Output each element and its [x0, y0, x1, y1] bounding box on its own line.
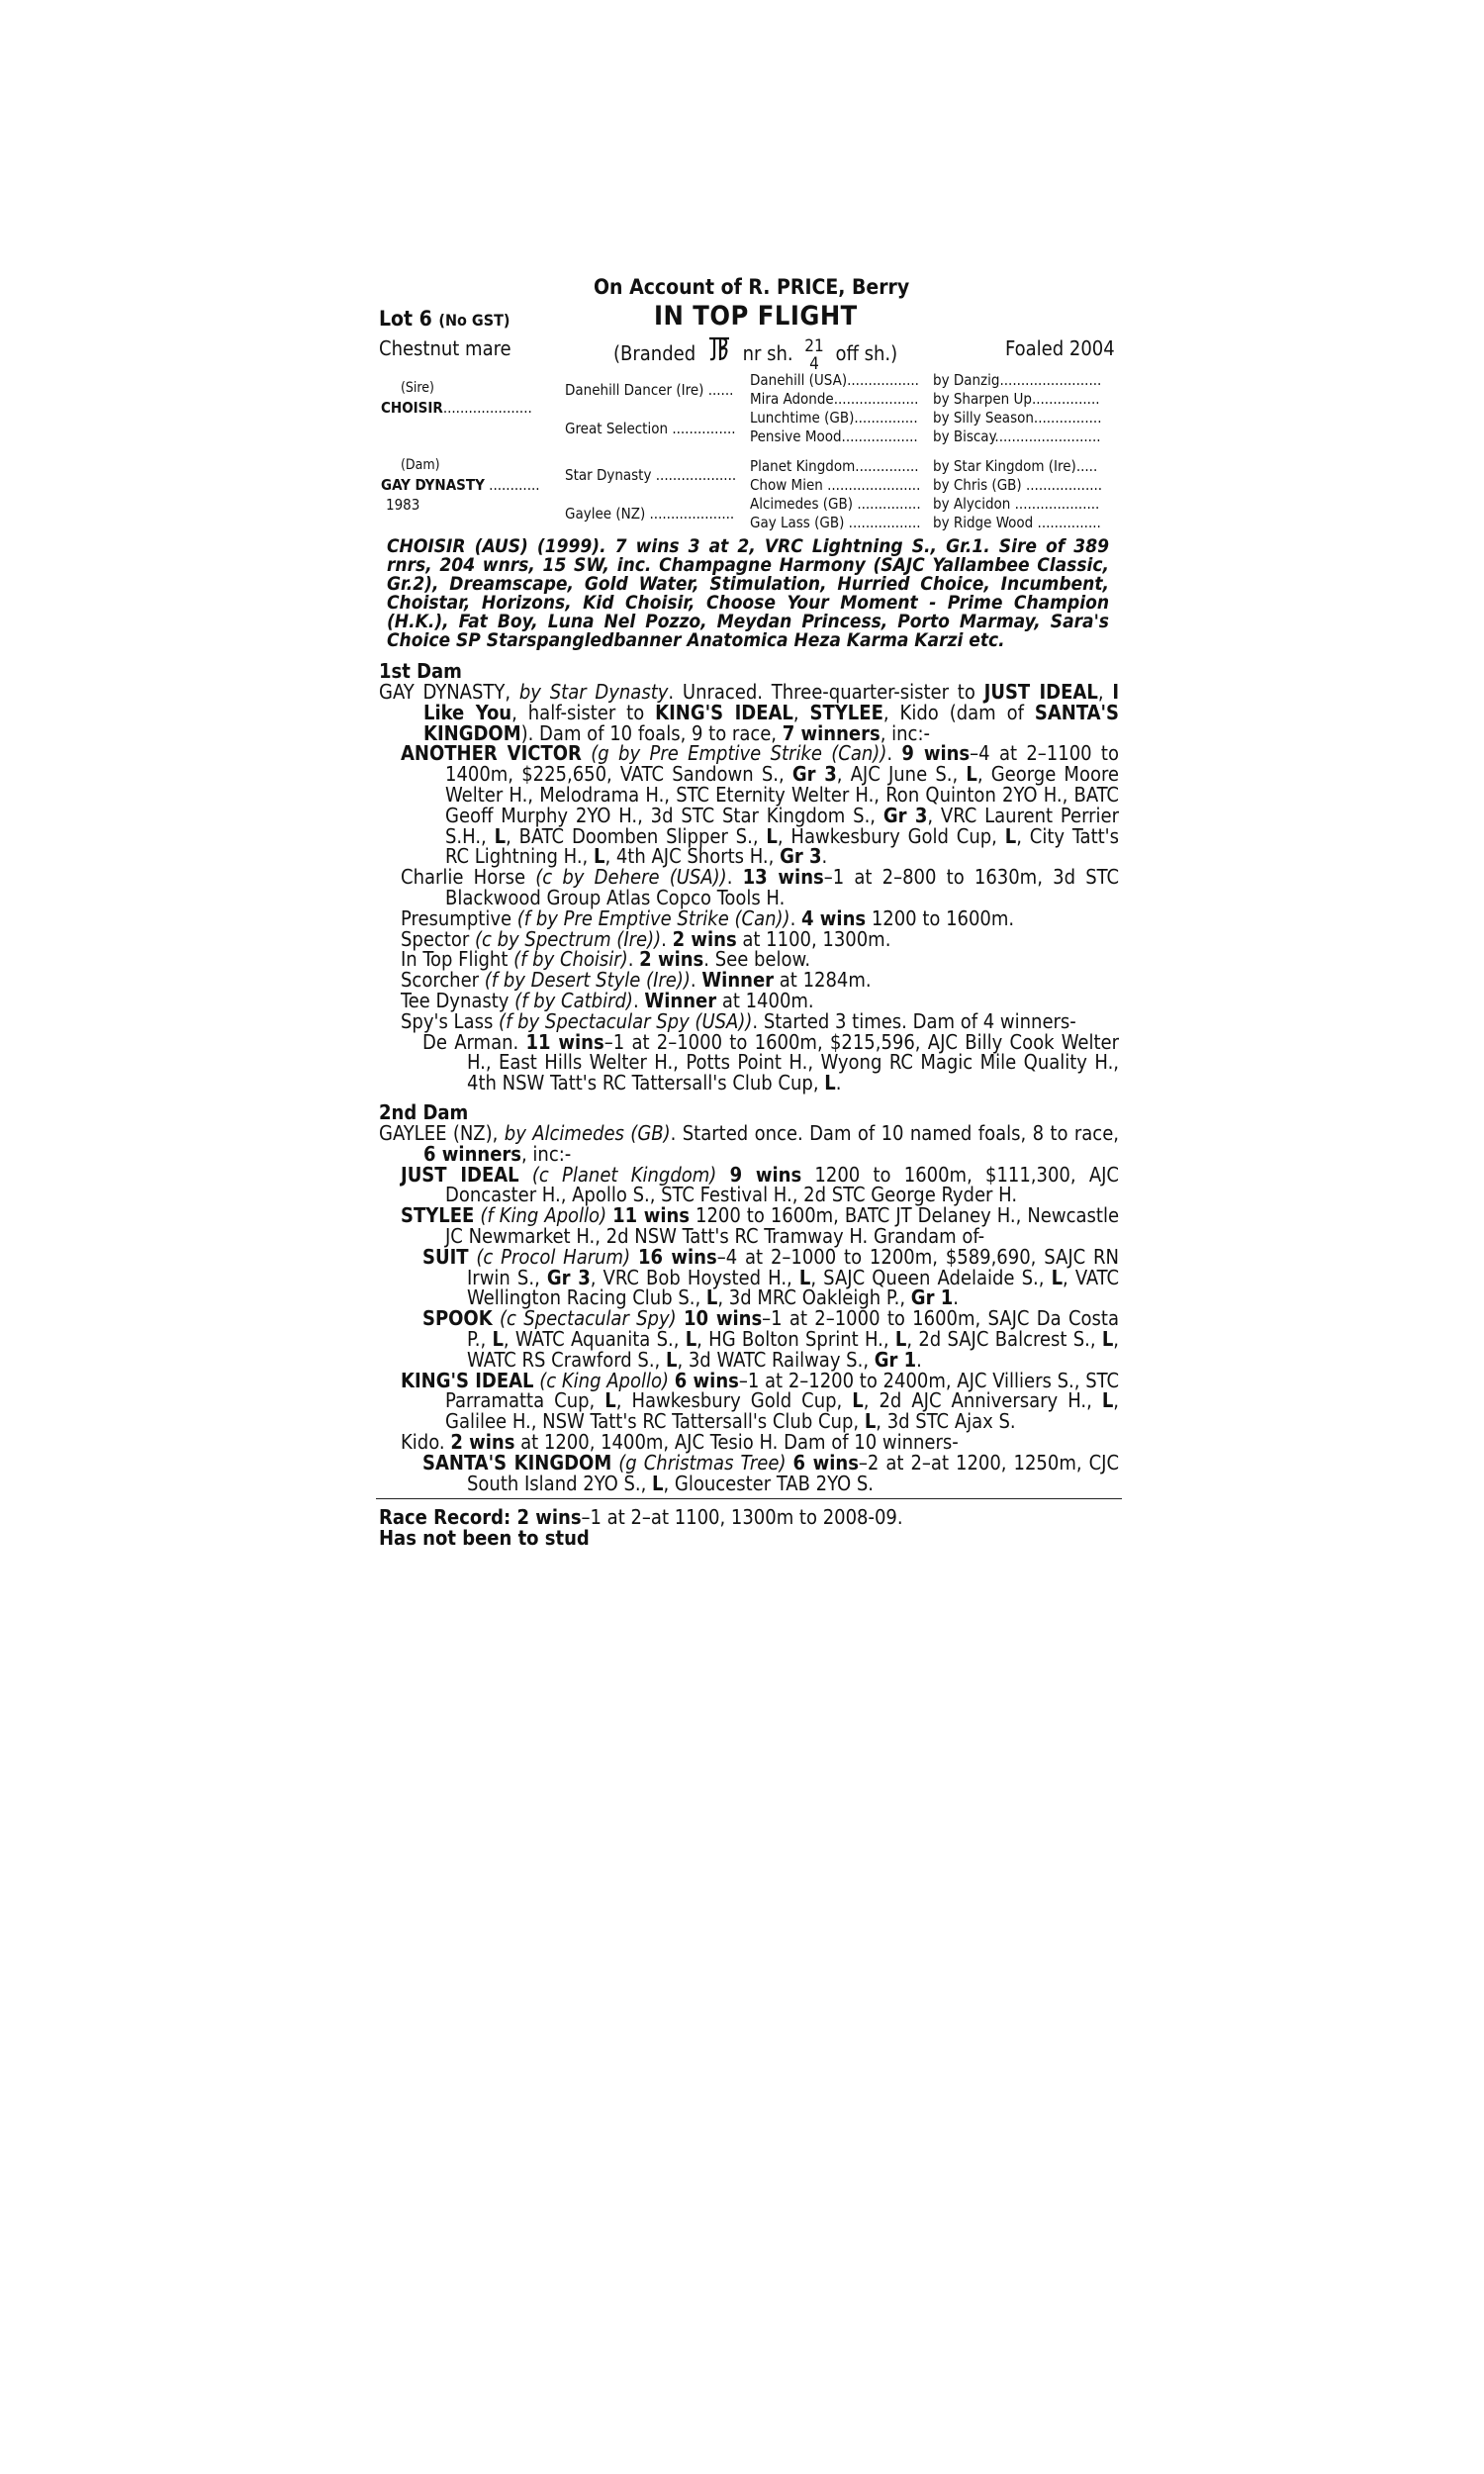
text-run: 1200 to 1600m. — [866, 905, 1015, 930]
text-run: (f by Choisir) — [513, 947, 628, 972]
progeny-entry — [379, 1244, 1120, 1310]
text-run: 6 wins — [792, 1450, 859, 1475]
ped-g3-6: by Alycidon .................... — [933, 495, 1100, 513]
text-run: . — [726, 865, 743, 890]
text-run: . — [789, 905, 802, 930]
text-run: . — [821, 844, 828, 869]
progeny-entry — [379, 949, 1119, 970]
text-run: 6 winners — [423, 1141, 521, 1166]
brand-nr: nr sh. — [742, 341, 793, 365]
text-run: Gr 1 — [874, 1347, 917, 1372]
text-run: L — [966, 762, 977, 787]
text-run: 7 winners — [782, 720, 881, 745]
first-dam-heading: 1st Dam — [379, 659, 462, 683]
text-run: . See below. — [703, 947, 811, 972]
sire-comment: CHOISIR (AUS) (1999). 7 wins 3 at 2, VRC Lightning S., Gr.1. Sire of 389 rnrs, 204 wnrs, 15 SW, inc. Champagne Harmony (SAJC Yallambee Classic, Gr.2), Dreamscape, Gold Water, Stimulation, Hurried Choice, Incumbent, Choistar, Horizons, Kid Choisir, Choose Your Moment - Prime Champion (H.K.), Fat Boy, Luna Nel Pozzo, Meydan Princess, Porto Marmay, Sara's Choice SP Starspangledbanner Anatomica Heza Karma Karzi etc. — [387, 535, 1109, 651]
text-run: . — [627, 947, 640, 972]
text-run: . — [916, 1347, 922, 1372]
text-run: (g Christmas Tree) — [618, 1450, 787, 1475]
text-run: (c by Dehere (USA)) — [535, 865, 727, 890]
text-run: L — [494, 823, 507, 848]
text-run: L — [894, 1326, 907, 1351]
progeny-entry — [379, 1162, 1119, 1207]
ped-g1-2-text: Star Dynasty — [565, 466, 652, 484]
text-run: (f King Apollo) — [480, 1203, 607, 1228]
text-run: ). Dam of 10 foals, 9 to race, — [520, 720, 783, 745]
text-run: L — [1004, 823, 1017, 848]
text-run: 9 wins — [901, 741, 971, 766]
text-run: L — [1101, 1326, 1114, 1351]
text-run: (f by Spectacular Spy (USA)) — [499, 1008, 753, 1033]
text-run: , Hawkesbury Gold Cup, — [615, 1388, 853, 1413]
text-run: , — [1097, 680, 1113, 704]
text-run: , SAJC Queen Adelaide S., — [810, 1265, 1052, 1289]
race-record — [379, 1507, 903, 1549]
text-run: at 1284m. — [774, 968, 872, 993]
text-run: , VRC Laurent Perrier S.H., — [445, 803, 1120, 848]
text-run: , AJC June S., — [836, 762, 967, 787]
text-run: In Top Flight — [401, 947, 514, 972]
text-run: , WATC Aquanita S., — [503, 1326, 686, 1351]
text-run: Charlie Horse — [401, 865, 536, 890]
ped-g1-3-text: Gaylee (NZ) — [565, 505, 646, 523]
text-run: Gr 3 — [791, 762, 837, 787]
ped-g3-6-text: by Alycidon — [933, 495, 1011, 513]
text-run: L — [665, 1347, 678, 1372]
text-run: . — [661, 926, 673, 951]
ped-g1-0-text: Danehill Dancer (Ire) — [565, 381, 704, 399]
ped-g1-2: Star Dynasty ................... — [565, 466, 737, 484]
ped-g3-0-text: by Danzig — [933, 371, 1000, 389]
stud-note: Has not been to stud — [379, 1526, 590, 1550]
brand-fraction-den: 4 — [809, 354, 819, 374]
text-run: L — [798, 1265, 811, 1289]
text-run: , 2d SAJC Balcrest S., — [906, 1326, 1102, 1351]
first-dam-section — [379, 661, 1119, 1094]
text-run: . — [835, 1071, 842, 1095]
sire-leader: ..................... — [442, 399, 532, 417]
text-run: STYLEE — [809, 700, 883, 724]
progeny-entry — [379, 905, 1119, 930]
text-run: SANTA'S KINGDOM — [422, 1450, 612, 1475]
text-run: JUST IDEAL — [983, 680, 1098, 704]
ped-g3-4: by Star Kingdom (Ire)..... — [933, 457, 1098, 475]
ped-g2-0-text: Danehill (USA) — [750, 371, 848, 389]
text-run: –1 at 2–1200 to 2400m, AJC Villiers S., STC Parramatta Cup, — [445, 1368, 1120, 1413]
text-run: –4 at 2–1100 to 1400m, $225,650, VATC Sandown S., — [445, 741, 1119, 787]
dam-name-text: GAY DYNASTY — [381, 476, 485, 494]
text-run: (f by Pre Emptive Strike (Can)) — [516, 905, 790, 930]
text-run: Kido. — [401, 1429, 451, 1454]
text-run: I Like You — [423, 680, 1120, 724]
ped-g3-7: by Ridge Wood ............... — [933, 514, 1101, 531]
text-run: L — [705, 1285, 718, 1310]
text-run: L — [593, 844, 605, 869]
ped-g3-3: by Biscay......................... — [933, 428, 1101, 445]
second-dam-section — [379, 1102, 1119, 1493]
text-run: , 3d MRC Oakleigh P., — [717, 1285, 911, 1310]
progeny-entry — [379, 1429, 1119, 1454]
progeny-entry — [379, 1205, 1119, 1247]
text-run: . — [690, 968, 702, 993]
text-run: 2 wins — [450, 1429, 515, 1454]
text-run: by Alcimedes (GB) — [504, 1121, 671, 1145]
text-run: GAY DYNASTY, — [379, 680, 519, 704]
text-run: L — [604, 1388, 616, 1413]
ped-g3-2: by Silly Season................ — [933, 409, 1102, 427]
ped-g2-1: Mira Adonde.................... — [750, 390, 919, 408]
text-run: , — [792, 700, 810, 724]
progeny-entry — [379, 1450, 1120, 1495]
text-run: L — [864, 1409, 877, 1434]
text-run: Spy's Lass — [401, 1008, 500, 1033]
ped-g2-6-text: Alcimedes (GB) — [750, 495, 854, 513]
text-run: L — [652, 1471, 664, 1495]
text-run: KING'S IDEAL — [655, 700, 793, 724]
brand-mark-glyph — [701, 336, 737, 368]
text-run: . Unraced. Three-quarter-sister to — [668, 680, 984, 704]
text-run: , 4th AJC Shorts H., — [604, 844, 781, 869]
text-run: , Kido (dam of — [882, 700, 1035, 724]
ped-g2-7: Gay Lass (GB) ................. — [750, 514, 921, 531]
text-run: L — [824, 1071, 836, 1095]
text-run: 6 wins — [674, 1368, 739, 1392]
ped-g3-5-text: by Chris (GB) — [933, 476, 1022, 494]
ped-g1-0: Danehill Dancer (Ire) ...... — [565, 381, 734, 399]
second-dam-progeny — [379, 1162, 1120, 1495]
brand-prefix: (Branded — [613, 341, 696, 365]
ped-g3-2-text: by Silly Season — [933, 409, 1034, 427]
text-run: Tee Dynasty — [401, 988, 515, 1012]
ped-g2-4-text: Planet Kingdom — [750, 457, 856, 475]
ped-g1-3: Gaylee (NZ) .................... — [565, 505, 735, 523]
ped-g3-7-text: by Ridge Wood — [933, 514, 1034, 531]
text-run: De Arman. — [422, 1029, 526, 1054]
text-run: (c Spectacular Spy) — [500, 1306, 677, 1331]
ped-g2-5: Chow Mien ...................... — [750, 476, 921, 494]
first-dam-intro — [379, 682, 1119, 743]
progeny-entry — [379, 988, 1119, 1012]
ped-g2-3: Pensive Mood.................. — [750, 428, 918, 445]
progeny-entry — [379, 743, 1119, 867]
ped-g3-3-text: by Biscay — [933, 428, 995, 445]
text-run: 1200 to 1600m, BATC JT Delaney H., Newcastle JC Newmarket H., 2d NSW Tatt's RC Tramway H. Grandam of- — [445, 1203, 1120, 1248]
text-run: 10 wins — [683, 1306, 763, 1331]
text-run: ANOTHER VICTOR — [401, 741, 582, 766]
lot-number — [379, 307, 510, 331]
text-run: , inc:- — [520, 1141, 572, 1166]
text-run: 4 wins — [801, 905, 867, 930]
text-run: 2 wins — [639, 947, 704, 972]
text-run: at 1400m. — [716, 988, 814, 1012]
second-dam-heading: 2nd Dam — [379, 1100, 469, 1124]
text-run: Winner — [644, 988, 717, 1012]
text-run: , half-sister to — [511, 700, 656, 724]
text-run: L — [685, 1326, 697, 1351]
horse-sex: Chestnut mare — [379, 336, 511, 360]
text-run: 1200 to 1600m, $111,300, AJC Doncaster H., Apollo S., STC Festival H., 2d STC George Ryder H. — [445, 1162, 1119, 1207]
first-dam-progeny — [379, 743, 1119, 1094]
text-run: Scorcher — [401, 968, 485, 993]
text-run: , George Moore Welter H., Melodrama H., STC Eternity Welter H., Ron Quinton 2YO H., BATC Geoff Murphy 2YO H., 3d STC Star Kingdom S., — [445, 762, 1119, 827]
text-run: 2 wins — [672, 926, 737, 951]
text-run: . Started 3 times. Dam of 4 winners- — [752, 1008, 1076, 1033]
text-run: L — [766, 823, 778, 848]
brand-suffix: off sh.) — [835, 341, 898, 365]
brand-fraction-num: 21 — [804, 336, 824, 356]
text-run: (g by Pre Emptive Strike (Can)) — [591, 741, 887, 766]
text-run: , HG Bolton Sprint H., — [696, 1326, 895, 1351]
lot-gst-note: (No GST) — [438, 311, 510, 330]
text-run: (f by Desert Style (Ire)) — [484, 968, 691, 993]
progeny-entry — [379, 970, 1119, 991]
progeny-entry — [379, 1029, 1120, 1095]
text-run: , 3d STC Ajax S. — [876, 1409, 1016, 1434]
ped-g2-5-text: Chow Mien — [750, 476, 823, 494]
text-run: Winner — [701, 968, 775, 993]
dam-label: (Dam) — [401, 457, 440, 473]
text-run: (f by Catbird) — [514, 988, 633, 1012]
text-run: Gr 3 — [546, 1265, 591, 1289]
text-run: STYLEE — [401, 1203, 475, 1228]
dam-leader: ............ — [484, 476, 540, 494]
dam-year: 1983 — [386, 496, 420, 514]
text-run: , City Tatt's RC Lightning H., — [445, 823, 1120, 869]
ped-g3-5: by Chris (GB) .................. — [933, 476, 1103, 494]
text-run: –1 at 2–1000 to 1600m, SAJC Da Costa P., — [467, 1306, 1120, 1351]
text-run: , WATC RS Crawford S., — [467, 1326, 1120, 1372]
dam-name — [381, 476, 540, 494]
text-run: (c King Apollo) — [539, 1368, 670, 1392]
text-run: 11 wins — [612, 1203, 691, 1228]
ped-g2-1-text: Mira Adonde — [750, 390, 834, 408]
text-run: , 2d AJC Anniversary H., — [863, 1388, 1102, 1413]
ped-g2-0: Danehill (USA)................. — [750, 371, 919, 389]
text-run: L — [852, 1388, 864, 1413]
text-run: , BATC Doomben Slipper S., — [506, 823, 767, 848]
ped-g3-1-text: by Sharpen Up — [933, 390, 1032, 408]
text-run: . — [632, 988, 645, 1012]
text-run: 13 wins — [742, 865, 824, 890]
ped-g1-1-text: Great Selection — [565, 420, 669, 437]
text-run: at 1100, 1300m. — [736, 926, 891, 951]
sire-label: (Sire) — [401, 380, 434, 396]
text-run: JUST IDEAL — [401, 1162, 519, 1187]
brand-description — [613, 336, 897, 373]
ped-g2-2-text: Lunchtime (GB) — [750, 409, 855, 427]
text-run: –2 at 2–at 1200, 1250m, CJC South Island 2YO S., — [467, 1450, 1120, 1495]
ped-g2-6: Alcimedes (GB) ............... — [750, 495, 921, 513]
text-run: SPOOK — [422, 1306, 493, 1331]
text-run: SANTA'S KINGDOM — [423, 700, 1119, 745]
ped-g3-1: by Sharpen Up................ — [933, 390, 1100, 408]
text-run: 9 wins — [729, 1162, 802, 1187]
ped-g2-4: Planet Kingdom............... — [750, 457, 919, 475]
progeny-entry — [379, 926, 1119, 951]
text-run: –1 at 2–800 to 1630m, 3d STC Blackwood Group Atlas Copco Tools H. — [445, 865, 1120, 909]
text-run: , Hawkesbury Gold Cup, — [777, 823, 1005, 848]
text-run: , Gloucester TAB 2YO S. — [663, 1471, 874, 1495]
text-run: . — [953, 1285, 959, 1310]
ped-g3-4-text: by Star Kingdom (Ire) — [933, 457, 1076, 475]
text-run: KING'S IDEAL — [401, 1368, 534, 1392]
second-dam-intro — [379, 1123, 1119, 1165]
race-record-label: Race Record: — [379, 1505, 517, 1529]
brand-fraction — [804, 337, 823, 373]
text-run: 11 wins — [525, 1029, 604, 1054]
text-run: , inc:- — [880, 720, 931, 745]
ped-g2-2: Lunchtime (GB)............... — [750, 409, 918, 427]
progeny-entry — [379, 1008, 1119, 1033]
text-run: L — [1051, 1265, 1064, 1289]
text-run: Presumptive — [401, 905, 517, 930]
text-run: . Started once. Dam of 10 named foals, 8 to race, — [670, 1121, 1119, 1145]
text-run: . — [886, 741, 902, 766]
horse-name: IN TOP FLIGHT — [654, 301, 858, 332]
foaled-year: Foaled 2004 — [1005, 336, 1115, 360]
text-run: (c Procol Harum) — [476, 1244, 631, 1269]
race-record-wins: 2 wins — [516, 1505, 582, 1529]
progeny-entry — [379, 867, 1119, 908]
ped-g2-7-text: Gay Lass (GB) — [750, 514, 845, 531]
lot-label: Lot 6 — [379, 307, 432, 331]
vendor-account: On Account of R. PRICE, Berry — [594, 275, 910, 299]
brand-mark-icon — [706, 336, 732, 362]
ped-g2-3-text: Pensive Mood — [750, 428, 842, 445]
text-run: Gr 3 — [882, 803, 928, 827]
section-divider — [376, 1498, 1122, 1499]
text-run: SUIT — [422, 1244, 469, 1269]
text-run: –4 at 2–1000 to 1200m, $589,690, SAJC RN Irwin S., — [467, 1244, 1120, 1289]
text-run: (c Planet Kingdom) — [531, 1162, 717, 1187]
text-run: , VRC Bob Hoysted H., — [590, 1265, 799, 1289]
text-run: Spector — [401, 926, 475, 951]
text-run: GAYLEE (NZ), — [379, 1121, 505, 1145]
text-run: –1 at 2–1000 to 1600m, $215,596, AJC Billy Cook Welter H., East Hills Welter H., Potts Point H., Wyong RC Magic Mile Quality H., 4th NSW Tatt's RC Tattersall's Club Cup, — [467, 1029, 1120, 1095]
text-run: L — [492, 1326, 504, 1351]
race-record-detail: –1 at 2–at 1100, 1300m to 2008-09. — [581, 1505, 903, 1529]
text-run: by Star Dynasty — [518, 680, 669, 704]
text-run: , Galilee H., NSW Tatt's RC Tattersall's Club Cup, — [445, 1388, 1119, 1434]
sire-name — [381, 399, 532, 417]
text-run: (c by Spectrum (Ire)) — [474, 926, 662, 951]
text-run: Gr 1 — [910, 1285, 954, 1310]
ped-g1-1: Great Selection ............... — [565, 420, 736, 437]
ped-g3-0: by Danzig........................ — [933, 371, 1102, 389]
text-run: at 1200, 1400m, AJC Tesio H. Dam of 10 winners- — [514, 1429, 959, 1454]
text-run: L — [1101, 1388, 1114, 1413]
text-run: Gr 3 — [780, 844, 822, 869]
progeny-entry — [379, 1308, 1119, 1370]
progeny-entry — [379, 1368, 1120, 1434]
text-run: , 3d WATC Railway S., — [677, 1347, 875, 1372]
text-run: , VATC Wellington Racing Club S., — [467, 1265, 1120, 1310]
text-run: 16 wins — [637, 1244, 717, 1269]
sire-name-text: CHOISIR — [381, 399, 443, 417]
